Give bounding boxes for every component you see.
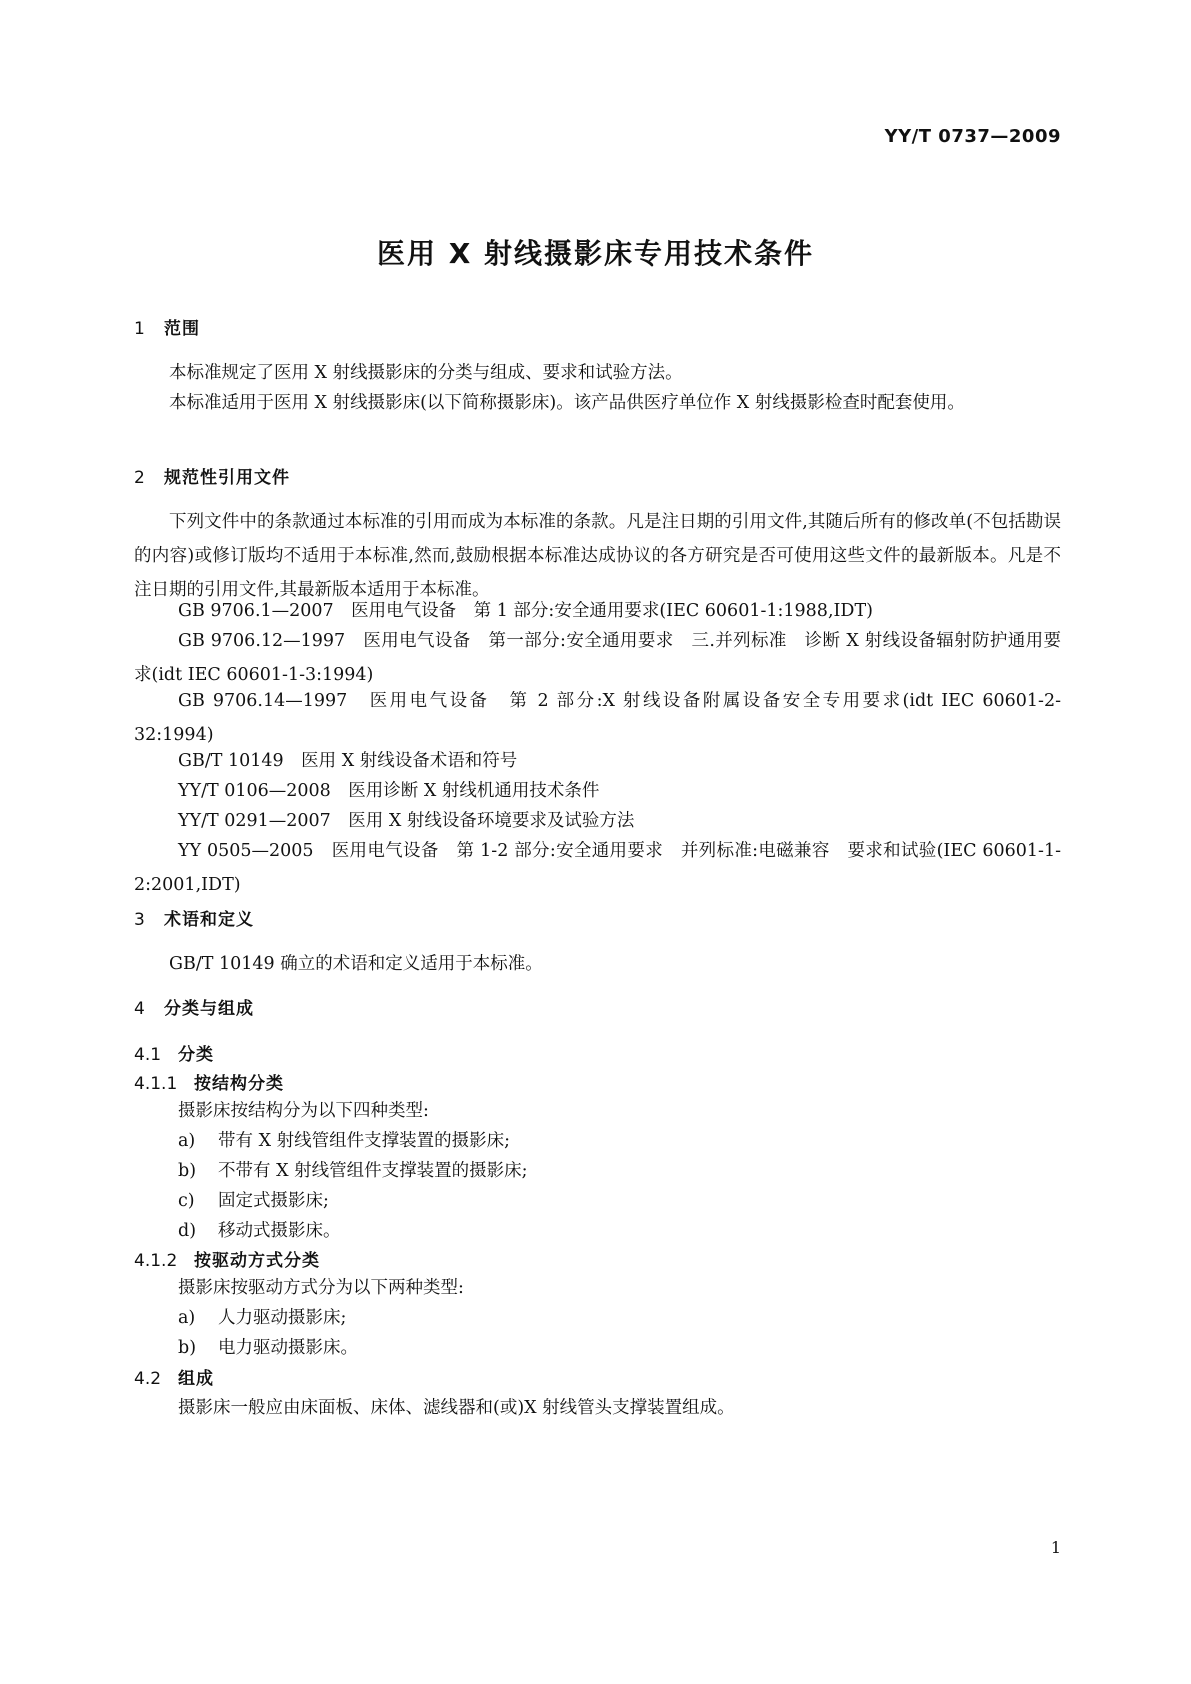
section-4-1-heading [134, 1042, 214, 1068]
section-4-heading [134, 996, 254, 1022]
section-4-2-para: 摄影床一般应由床面板、床体、滤线器和(或)X 射线管头支撑装置组成。 [178, 1398, 735, 1418]
list-item: c) 固定式摄影床; [178, 1191, 329, 1211]
section-number: 2 [134, 468, 145, 488]
section-title: 术语和定义 [164, 910, 254, 930]
reference-item: YY/T 0291—2007 医用 X 射线设备环境要求及试验方法 [178, 811, 635, 831]
list-item: a) 带有 X 射线管组件支撑装置的摄影床; [178, 1131, 510, 1151]
section-title: 范围 [164, 319, 200, 339]
section-number: 3 [134, 910, 145, 930]
section-title: 分类 [178, 1045, 214, 1065]
reference-item: YY/T 0106—2008 医用诊断 X 射线机通用技术条件 [178, 781, 600, 801]
section-4-2-heading [134, 1366, 214, 1392]
section-title: 按驱动方式分类 [194, 1251, 320, 1271]
page-number: 1 [1050, 1538, 1061, 1557]
section-4-1-1-heading [134, 1071, 284, 1097]
list-item: b) 电力驱动摄影床。 [178, 1338, 358, 1358]
reference-item: GB 9706.14—1997 医用电气设备 第 2 部分:X 射线设备附属设备安全专用要求(idt IEC 60601-2-32:1994) [134, 691, 1061, 745]
section-number: 4.1 [134, 1045, 162, 1065]
list-item: d) 移动式摄影床。 [178, 1221, 341, 1241]
section-title: 规范性引用文件 [164, 468, 290, 488]
reference-item: GB 9706.1—2007 医用电气设备 第 1 部分:安全通用要求(IEC 60601-1:1988,IDT) [178, 601, 873, 621]
reference-item: GB/T 10149 医用 X 射线设备术语和符号 [178, 751, 518, 771]
list-lead: 摄影床按结构分为以下四种类型: [178, 1101, 429, 1121]
section-number: 4.1.2 [134, 1251, 178, 1271]
section-1-para-2: 本标准适用于医用 X 射线摄影床(以下简称摄影床)。该产品供医疗单位作 X 射线摄影检查时配套使用。 [169, 393, 965, 413]
section-title: 按结构分类 [194, 1074, 284, 1094]
list-lead: 摄影床按驱动方式分为以下两种类型: [178, 1278, 464, 1298]
reference-item: YY 0505—2005 医用电气设备 第 1-2 部分:安全通用要求 并列标准:电磁兼容 要求和试验(IEC 60601-1-2:2001,IDT) [134, 841, 1061, 895]
section-1-heading [134, 316, 200, 342]
list-item: b) 不带有 X 射线管组件支撑装置的摄影床; [178, 1161, 528, 1181]
section-3-heading [134, 907, 254, 933]
section-title: 组成 [178, 1369, 214, 1389]
section-number: 4 [134, 999, 145, 1019]
section-2-heading [134, 465, 290, 491]
list-item: a) 人力驱动摄影床; [178, 1308, 347, 1328]
section-number: 4.1.1 [134, 1074, 178, 1094]
section-1-para-1: 本标准规定了医用 X 射线摄影床的分类与组成、要求和试验方法。 [169, 363, 683, 383]
section-number: 1 [134, 319, 145, 339]
section-3-para: GB/T 10149 确立的术语和定义适用于本标准。 [169, 954, 543, 974]
document-title: 医用 X 射线摄影床专用技术条件 [376, 237, 815, 270]
section-4-1-2-heading [134, 1248, 320, 1274]
standard-code: YY/T 0737—2009 [884, 126, 1061, 147]
section-number: 4.2 [134, 1369, 162, 1389]
reference-item: GB 9706.12—1997 医用电气设备 第一部分:安全通用要求 三.并列标准 诊断 X 射线设备辐射防护通用要求(idt IEC 60601-1-3:1994) [134, 631, 1061, 685]
section-2-intro: 下列文件中的条款通过本标准的引用而成为本标准的条款。凡是注日期的引用文件,其随后所有的修改单(不包括勘误的内容)或修订版均不适用于本标准,然而,鼓励根据本标准达成协议的各方研究是否可使用这些文件的最新版本。凡是不注日期的引用文件,其最新版本适用于本标准。 [134, 512, 1061, 600]
section-title: 分类与组成 [164, 999, 254, 1019]
